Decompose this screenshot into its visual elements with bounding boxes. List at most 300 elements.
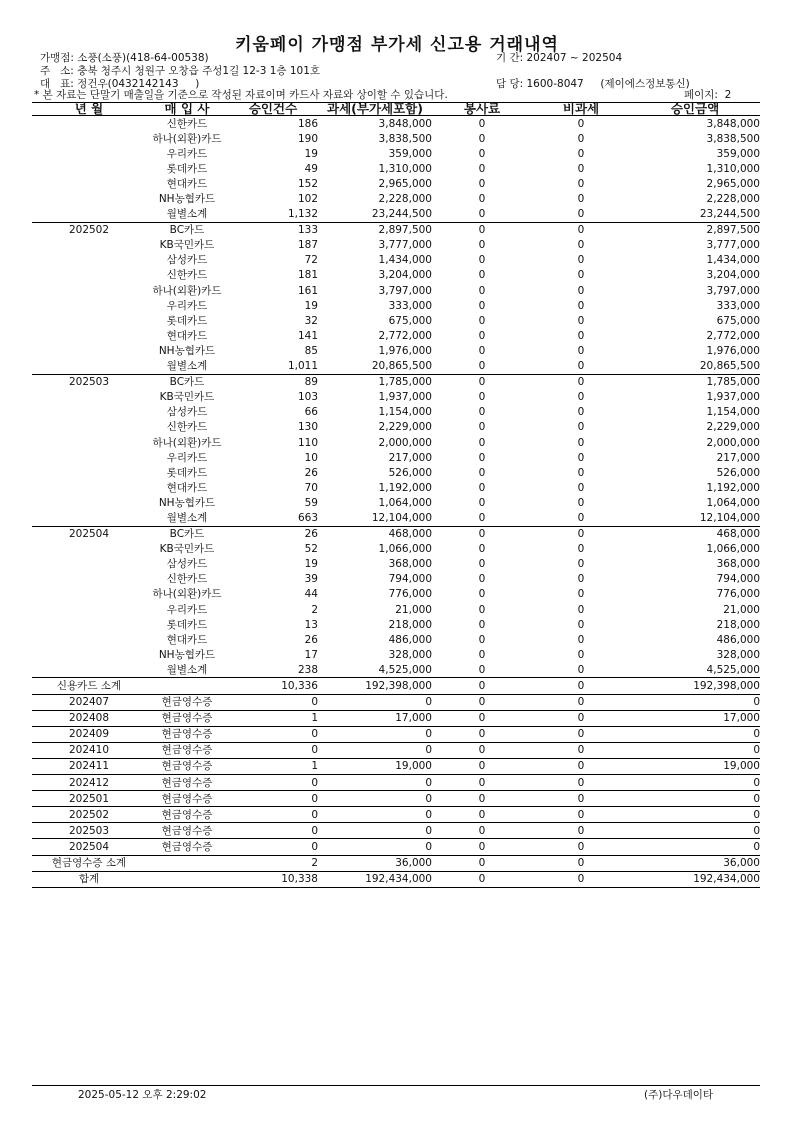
table-cell: 1,937,000 (378, 391, 432, 404)
table-cell: 0 (318, 807, 432, 823)
table-cell: 롯데카드 (166, 314, 208, 327)
table-cell: 1,192,000 (378, 481, 432, 494)
table-cell (32, 510, 146, 526)
table-cell: 1,976,000 (378, 344, 432, 357)
table-cell: 0 (478, 603, 486, 616)
monthly-subtotal-row (32, 510, 760, 526)
table-row (32, 131, 760, 146)
report-title: 키움페이 가맹점 부가세 신고용 거래내역 (235, 35, 559, 55)
table-cell: 2,228,000 (706, 193, 760, 206)
table-cell (32, 557, 146, 572)
table-cell: 0 (577, 466, 585, 479)
table-cell: 1,192,000 (706, 481, 760, 494)
table-cell: 0 (228, 742, 318, 758)
table-cell: 0 (478, 543, 486, 556)
table-cell: 0 (432, 839, 532, 855)
table-cell: 현대카드 (166, 481, 208, 494)
table-cell: 0 (318, 742, 432, 758)
table-cell: 0 (532, 710, 630, 726)
table-cell: 신한카드 (166, 573, 208, 586)
table-cell: 월별소계 (146, 207, 228, 223)
table-cell: 롯데카드 (166, 162, 208, 175)
table-cell: 0 (478, 421, 486, 434)
table-cell (32, 587, 146, 602)
table-cell: 0 (630, 694, 760, 710)
table-cell: 19 (304, 299, 318, 312)
table-cell: KB국민카드 (159, 543, 215, 556)
table-cell: 0 (532, 823, 630, 839)
table-cell: 하나(외환)카드 (152, 132, 222, 145)
table-cell: 3,777,000 (378, 239, 432, 252)
table-cell: 1,785,000 (706, 376, 760, 389)
table-cell: 우리카드 (166, 299, 208, 312)
table-cell: 19,000 (630, 758, 760, 774)
table-cell: 2,000,000 (378, 436, 432, 449)
table-cell: 0 (577, 421, 585, 434)
table-row (32, 602, 760, 617)
table-cell: 0 (478, 239, 486, 252)
table-cell: 70 (304, 481, 318, 494)
table-cell: 486,000 (716, 633, 760, 646)
table-cell: 월별소계 (146, 662, 228, 678)
col-header: 비과세 (532, 103, 630, 116)
table-cell: 0 (478, 451, 486, 464)
table-cell: 1,064,000 (378, 496, 432, 509)
table-cell: 217,000 (388, 451, 432, 464)
table-cell: 0 (532, 775, 630, 791)
table-row (32, 557, 760, 572)
table-cell: 0 (478, 224, 486, 237)
table-cell: 0 (478, 132, 486, 145)
cash-receipt-row (32, 823, 760, 839)
table-cell: 0 (577, 132, 585, 145)
table-cell: 0 (318, 791, 432, 807)
table-cell: 0 (577, 162, 585, 175)
table-cell: 0 (577, 376, 585, 389)
table-cell: 0 (577, 269, 585, 282)
table-cell: 202503 (68, 376, 110, 389)
table-cell (32, 450, 146, 465)
table-cell: 0 (630, 742, 760, 758)
table-cell: 17 (304, 648, 318, 661)
table-cell (32, 328, 146, 343)
table-cell: 0 (228, 839, 318, 855)
table-cell: 0 (577, 239, 585, 252)
table-cell: NH농협카드 (158, 193, 216, 206)
credit-subtotal-row (32, 678, 760, 694)
table-row (32, 617, 760, 632)
table-cell (32, 495, 146, 510)
table-cell: 675,000 (716, 314, 760, 327)
cash-receipt-row (32, 775, 760, 791)
table-header-row (32, 103, 760, 116)
table-cell: 190 (297, 132, 318, 145)
table-cell: 202502 (32, 807, 146, 823)
table-row (32, 146, 760, 161)
table-cell: 0 (432, 678, 532, 694)
table-cell: 2,229,000 (378, 421, 432, 434)
table-cell: 0 (318, 694, 432, 710)
table-cell: 192,398,000 (630, 678, 760, 694)
table-cell: 192,434,000 (630, 871, 760, 887)
table-cell: 삼성카드 (166, 254, 208, 267)
grand-total-row (32, 871, 760, 887)
table-row (32, 374, 760, 390)
table-cell: 0 (478, 406, 486, 419)
table-row (32, 542, 760, 557)
table-cell (32, 116, 146, 132)
table-cell: 66 (304, 406, 318, 419)
table-cell: 0 (432, 710, 532, 726)
table-cell: 3,777,000 (706, 239, 760, 252)
table-cell: 328,000 (716, 648, 760, 661)
table-cell: 39 (304, 573, 318, 586)
table-cell: 217,000 (716, 451, 760, 464)
col-header: 매 입 사 (146, 103, 228, 116)
table-cell: 19 (304, 558, 318, 571)
table-cell: 202407 (32, 694, 146, 710)
table-cell: 0 (478, 269, 486, 282)
cash-receipt-row (32, 791, 760, 807)
table-cell: 0 (577, 284, 585, 297)
table-cell: 0 (318, 839, 432, 855)
table-cell: 1,066,000 (706, 543, 760, 556)
table-cell: 10,338 (228, 871, 318, 887)
table-cell: 187 (297, 239, 318, 252)
table-cell: BC카드 (169, 528, 205, 541)
table-cell: BC카드 (169, 224, 205, 237)
table-cell: 0 (478, 436, 486, 449)
cash-receipt-row (32, 839, 760, 855)
table-cell: 0 (577, 648, 585, 661)
table-cell: 0 (577, 314, 585, 327)
table-cell: 19,000 (318, 758, 432, 774)
table-cell: 2,000,000 (706, 436, 760, 449)
table-cell: 13 (304, 618, 318, 631)
table-cell: 1,310,000 (378, 162, 432, 175)
table-cell: 3,838,500 (706, 132, 760, 145)
table-cell (32, 662, 146, 678)
table-cell: 0 (478, 588, 486, 601)
table-cell: 0 (532, 855, 630, 871)
table-cell: 0 (432, 855, 532, 871)
table-cell: 0 (318, 726, 432, 742)
table-row (32, 526, 760, 542)
table-cell: 72 (304, 254, 318, 267)
table-cell: 12,104,000 (630, 510, 760, 526)
table-cell: 2,965,000 (378, 177, 432, 190)
table-cell: 0 (478, 284, 486, 297)
table-cell: 1,154,000 (706, 406, 760, 419)
page-number: 페이지: 2 (684, 89, 732, 101)
table-row (32, 405, 760, 420)
table-cell: 202503 (32, 823, 146, 839)
monthly-subtotal-row (32, 359, 760, 375)
table-cell: 0 (318, 823, 432, 839)
table-cell: 0 (478, 329, 486, 342)
table-cell: 44 (304, 588, 318, 601)
table-cell (32, 647, 146, 662)
table-cell: 0 (432, 871, 532, 887)
table-cell: 0 (630, 775, 760, 791)
table-cell: NH농협카드 (158, 344, 216, 357)
table-cell: 0 (577, 451, 585, 464)
table-cell (32, 313, 146, 328)
table-row (32, 161, 760, 176)
address-info: 주 소: 충북 청주시 청원구 오창읍 주성1길 12-3 1층 101호 (40, 65, 321, 77)
table-cell: 23,244,500 (630, 207, 760, 223)
table-cell: 우리카드 (166, 603, 208, 616)
table-cell: 10,336 (228, 678, 318, 694)
table-row (32, 283, 760, 298)
table-cell: 0 (532, 510, 630, 526)
table-cell: 21,000 (723, 603, 760, 616)
table-cell: 202504 (68, 528, 110, 541)
table-cell: 0 (630, 823, 760, 839)
table-cell: BC카드 (169, 376, 205, 389)
table-cell: 328,000 (388, 648, 432, 661)
table-cell: 36,000 (318, 855, 432, 871)
table-cell: 161 (297, 284, 318, 297)
table-cell: 0 (630, 791, 760, 807)
table-cell: 0 (577, 224, 585, 237)
table-cell: 0 (478, 558, 486, 571)
table-cell: 월별소계 (146, 359, 228, 375)
table-cell: 468,000 (388, 528, 432, 541)
table-cell: 0 (532, 207, 630, 223)
table-cell (32, 359, 146, 375)
table-cell: 130 (297, 421, 318, 434)
table-cell: 368,000 (388, 558, 432, 571)
table-cell: 0 (532, 662, 630, 678)
period-info: 기 간: 202407 ~ 202504 (496, 52, 623, 64)
table-cell: 1,132 (228, 207, 318, 223)
table-cell: 526,000 (388, 466, 432, 479)
table-cell (32, 343, 146, 358)
table-cell: 롯데카드 (166, 618, 208, 631)
table-cell: 0 (478, 147, 486, 160)
table-cell: 333,000 (388, 299, 432, 312)
table-cell: 0 (478, 193, 486, 206)
table-cell: 0 (532, 742, 630, 758)
table-cell: 1,976,000 (706, 344, 760, 357)
table-cell (32, 405, 146, 420)
table-cell: 0 (630, 839, 760, 855)
table-cell: 23,244,500 (318, 207, 432, 223)
table-cell: 0 (577, 496, 585, 509)
table-cell: 0 (478, 376, 486, 389)
table-cell: 0 (532, 726, 630, 742)
table-cell: 192,398,000 (318, 678, 432, 694)
table-cell: 0 (577, 588, 585, 601)
table-cell: 우리카드 (166, 451, 208, 464)
table-cell: 2 (228, 855, 318, 871)
table-cell (32, 176, 146, 191)
table-cell: 17,000 (630, 710, 760, 726)
table-cell: 합계 (32, 871, 146, 887)
table-cell: 0 (432, 775, 532, 791)
table-cell: 신한카드 (166, 117, 208, 130)
table-cell: 신한카드 (166, 269, 208, 282)
table-row (32, 116, 760, 132)
table-cell: 794,000 (388, 573, 432, 586)
table-cell: 0 (432, 662, 532, 678)
table-cell: 하나(외환)카드 (152, 284, 222, 297)
table-cell: 202502 (68, 224, 110, 237)
print-timestamp: 2025-05-12 오후 2:29:02 (78, 1089, 207, 1101)
col-header: 과세(부가세포함) (318, 103, 432, 116)
table-cell (32, 253, 146, 268)
table-cell (32, 420, 146, 435)
table-cell: 현금영수증 (146, 694, 228, 710)
table-cell: 0 (577, 391, 585, 404)
table-cell: 1,064,000 (706, 496, 760, 509)
table-cell: 하나(외환)카드 (152, 588, 222, 601)
table-cell: 0 (532, 791, 630, 807)
table-cell: 0 (577, 633, 585, 646)
table-cell (32, 191, 146, 206)
table-cell: 0 (577, 147, 585, 160)
table-cell: 롯데카드 (166, 466, 208, 479)
table-cell: 0 (478, 481, 486, 494)
table-cell: 776,000 (716, 588, 760, 601)
table-cell (32, 435, 146, 450)
table-cell: 0 (432, 694, 532, 710)
table-cell: 0 (577, 603, 585, 616)
table-cell: 0 (432, 510, 532, 526)
table-cell: 36,000 (630, 855, 760, 871)
table-row (32, 238, 760, 253)
cash-receipt-row (32, 742, 760, 758)
table-cell: 102 (297, 193, 318, 206)
table-cell: 0 (478, 344, 486, 357)
table-cell: 26 (304, 528, 318, 541)
table-cell: 0 (630, 807, 760, 823)
table-cell: 776,000 (388, 588, 432, 601)
table-cell: 1,937,000 (706, 391, 760, 404)
table-cell: NH농협카드 (158, 648, 216, 661)
table-cell: 1,434,000 (706, 254, 760, 267)
table-cell: 0 (478, 254, 486, 267)
table-cell: 현금영수증 (146, 758, 228, 774)
table-cell: 59 (304, 496, 318, 509)
table-cell: 현금영수증 (146, 775, 228, 791)
table-cell: 0 (577, 117, 585, 130)
table-cell (32, 602, 146, 617)
table-cell: 0 (478, 177, 486, 190)
company-name: (주)다우데이타 (644, 1089, 714, 1101)
table-cell: 0 (577, 481, 585, 494)
table-cell: 0 (577, 436, 585, 449)
table-cell: 10 (304, 451, 318, 464)
table-body (32, 116, 760, 888)
col-header: 승인금액 (630, 103, 760, 116)
table-cell: 3,797,000 (378, 284, 432, 297)
table-cell: 0 (577, 344, 585, 357)
table-cell: 2,772,000 (378, 329, 432, 342)
transaction-table (32, 103, 760, 888)
table-cell: 2,897,500 (378, 224, 432, 237)
table-row (32, 647, 760, 662)
table-cell: 3,797,000 (706, 284, 760, 297)
cash-subtotal-row (32, 855, 760, 871)
table-cell: 368,000 (716, 558, 760, 571)
table-cell: 삼성카드 (166, 558, 208, 571)
table-cell: 0 (432, 791, 532, 807)
table-cell: 19 (304, 147, 318, 160)
table-cell: 0 (318, 775, 432, 791)
table-cell: NH농협카드 (158, 496, 216, 509)
table-cell: 0 (432, 359, 532, 375)
table-cell: 우리카드 (166, 147, 208, 160)
table-cell: 186 (297, 117, 318, 130)
table-cell: 현금영수증 (146, 839, 228, 855)
table-cell: 0 (478, 117, 486, 130)
table-row (32, 222, 760, 238)
table-cell: 110 (297, 436, 318, 449)
table-cell: 0 (532, 694, 630, 710)
table-cell: 468,000 (716, 528, 760, 541)
footer-rule (32, 1085, 760, 1086)
table-cell: 0 (478, 299, 486, 312)
table-cell: 2,228,000 (378, 193, 432, 206)
table-cell: 202411 (32, 758, 146, 774)
table-cell: 202409 (32, 726, 146, 742)
table-cell: 현금영수증 (146, 807, 228, 823)
table-row (32, 572, 760, 587)
table-cell: 0 (577, 193, 585, 206)
table-row (32, 176, 760, 191)
table-cell: 현금영수증 (146, 823, 228, 839)
table-row (32, 268, 760, 283)
table-cell: 0 (577, 177, 585, 190)
table-cell: 4,525,000 (318, 662, 432, 678)
table-cell: 359,000 (716, 147, 760, 160)
table-cell: 현금영수증 (146, 791, 228, 807)
table-cell: 333,000 (716, 299, 760, 312)
table-cell: 218,000 (716, 618, 760, 631)
table-row (32, 480, 760, 495)
table-cell (32, 131, 146, 146)
table-row (32, 253, 760, 268)
table-cell (32, 465, 146, 480)
table-cell: 현금영수증 (146, 742, 228, 758)
table-cell: 1,011 (228, 359, 318, 375)
table-row (32, 495, 760, 510)
table-cell: 0 (432, 807, 532, 823)
table-cell: 현대카드 (166, 177, 208, 190)
representative-info: 대 표: 정건우(0432142143 ) (40, 78, 200, 90)
table-row (32, 390, 760, 405)
col-header: 봉사료 (432, 103, 532, 116)
table-cell: 0 (577, 543, 585, 556)
table-cell: 1,310,000 (706, 162, 760, 175)
table-cell (32, 572, 146, 587)
table-cell: 0 (228, 726, 318, 742)
table-cell: 3,838,500 (378, 132, 432, 145)
table-cell (32, 480, 146, 495)
table-cell: 0 (228, 807, 318, 823)
table-cell: 0 (478, 466, 486, 479)
table-cell: KB국민카드 (159, 239, 215, 252)
table-cell: 3,848,000 (706, 117, 760, 130)
table-cell: 192,434,000 (318, 871, 432, 887)
monthly-subtotal-row (32, 207, 760, 223)
table-cell: 신용카드 소계 (32, 678, 146, 694)
table-row (32, 420, 760, 435)
table-cell: 0 (432, 823, 532, 839)
table-cell: 0 (478, 314, 486, 327)
